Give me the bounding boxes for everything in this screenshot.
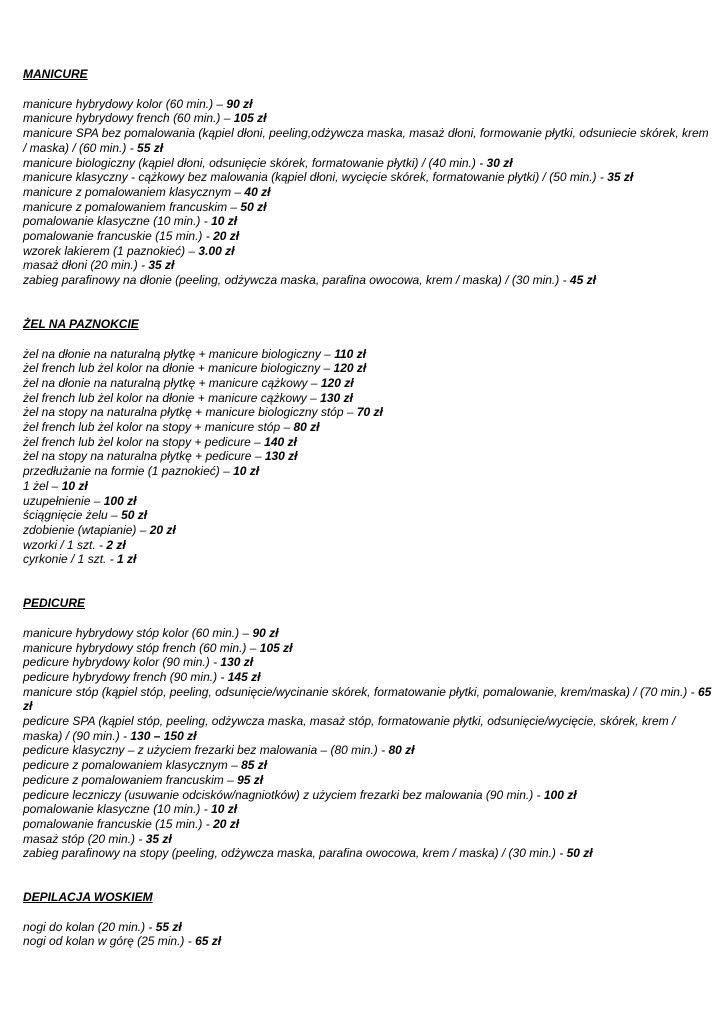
list-item: [23, 405, 713, 420]
item-price: 105 zł: [233, 111, 267, 126]
item-price: 40 zł: [244, 184, 271, 199]
item-description: masaż stóp (20 min.) -: [23, 831, 146, 846]
item-description: pedicure z pomalowaniem francuskim –: [23, 772, 238, 787]
item-price: 20 zł: [149, 522, 176, 537]
item-description: manicure hybrydowy stóp french (60 min.) –: [23, 640, 260, 655]
item-price: 1 zł: [117, 552, 137, 567]
list-item: [23, 479, 713, 494]
section-depilacja-woskiem: [23, 890, 713, 949]
item-description: pomalowanie francuskie (15 min.) -: [23, 816, 214, 831]
item-description: zabieg parafinowy na dłonie (peeling, odżywcza maska, parafina owocowa, krem / maska) / (30 min.) -: [23, 273, 570, 288]
item-description: pomalowanie klasyczne (10 min.) -: [23, 214, 212, 229]
list-item: [23, 934, 713, 949]
list-item: [23, 170, 713, 185]
item-price: 35 zł: [607, 170, 634, 185]
item-price: 3.00 zł: [198, 243, 235, 258]
item-description: manicure biologiczny (kąpiel dłoni, odsunięcie skórek, formatowanie płytki) / (40 min.) -: [23, 155, 487, 170]
item-price: 45 zł: [569, 273, 596, 288]
list-item: [23, 273, 713, 288]
item-price: 120 zł: [333, 361, 367, 376]
list-item: [23, 714, 713, 743]
list-item: [23, 229, 713, 244]
list-item: [23, 111, 713, 126]
item-description: manicure hybrydowy french (60 min.) –: [23, 111, 234, 126]
list-item: [23, 185, 713, 200]
item-description: manicure hybrydowy stóp kolor (60 min.) –: [23, 625, 253, 640]
item-price: 105 zł: [259, 640, 293, 655]
item-description: pedicure z pomalowaniem klasycznym –: [23, 758, 242, 773]
list-item: [23, 817, 713, 832]
item-price: 50 zł: [566, 846, 593, 861]
item-description: wzorek lakierem (1 paznokieć) –: [23, 243, 199, 258]
item-description: żel na dłonie na naturalną płytkę + manicure cążkowy –: [23, 375, 321, 390]
item-price: 65 zł: [23, 684, 712, 714]
item-description: pedicure klasyczny – z użyciem frezarki bez malowania – (80 min.) -: [23, 743, 389, 758]
list-item: [23, 641, 713, 656]
list-item: [23, 494, 713, 509]
item-description: nogi do kolan (20 min.) -: [23, 919, 156, 934]
item-description: pedicure SPA (kąpiel stóp, peeling, odżywcza maska, masaż stóp, formatowanie płytki, odsunięcie/wycięcie, skórek, krem / maska) / (90 min.) -: [23, 714, 676, 743]
item-price: 35 zł: [148, 258, 175, 273]
list-item: [23, 244, 713, 259]
item-description: pomalowanie klasyczne (10 min.) -: [23, 802, 212, 817]
item-price: 10 zł: [211, 802, 238, 817]
item-price: 130 – 150 zł: [130, 728, 197, 743]
item-price: 120 zł: [320, 375, 354, 390]
item-price: 70 zł: [356, 405, 383, 420]
list-item: [23, 258, 713, 273]
item-price: 130 zł: [220, 655, 254, 670]
list-item: [23, 758, 713, 773]
item-price: 100 zł: [103, 493, 137, 508]
item-price: 140 zł: [264, 434, 297, 449]
item-description: pedicure hybrydowy french (90 min.) -: [23, 669, 228, 684]
item-description: żel french lub żel kolor na stopy + manicure stóp –: [23, 420, 294, 435]
item-price: 55 zł: [137, 140, 164, 155]
list-item: [23, 200, 713, 215]
section-manicure: [23, 67, 713, 288]
list-item: [23, 626, 713, 641]
item-price: 35 zł: [145, 831, 172, 846]
list-item: [23, 376, 713, 391]
list-item: [23, 920, 713, 935]
item-price: 130 zł: [264, 449, 298, 464]
item-description: manicure SPA bez pomalowania (kąpiel dłoni, peeling,odżywcza maska, masaż dłoni, formowanie płytki, odsuniecie skórek, krem / maska) / (60 min.) -: [23, 126, 709, 155]
item-description: pedicure hybrydowy kolor (90 min.) -: [23, 655, 221, 670]
list-item: [23, 126, 713, 155]
section-heading: ŻEL NA PAZNOKCIE: [23, 316, 139, 331]
item-price: 90 zł: [226, 96, 253, 111]
list-item: [23, 743, 713, 758]
item-price: 10 zł: [211, 214, 238, 229]
item-description: manicure klasyczny - cążkowy bez malowania (kąpiel dłoni, wycięcie skórek, formatowanie płytki) / (50 min.) -: [23, 170, 608, 185]
item-description: masaż dłoni (20 min.) -: [23, 258, 149, 273]
list-item: [23, 420, 713, 435]
list-item: [23, 802, 713, 817]
section-zel-na-paznokcie: [23, 317, 713, 567]
item-description: żel na dłonie na naturalną płytkę + manicure biologiczny –: [23, 346, 335, 361]
item-price: 85 zł: [241, 758, 268, 773]
item-price: 90 zł: [252, 625, 279, 640]
list-item: [23, 464, 713, 479]
list-item: [23, 347, 713, 362]
item-price: 65 zł: [195, 934, 222, 949]
section-pedicure: [23, 596, 713, 861]
price-list-document: [23, 67, 713, 949]
list-item: [23, 832, 713, 847]
list-item: [23, 538, 713, 553]
item-price: 80 zł: [388, 743, 415, 758]
item-description: manicure stóp (kąpiel stóp, peeling, odsunięcie/wycinanie skórek, formatowanie płytki, pomalowanie, krem/maska) / (70 min.) -: [23, 684, 698, 699]
item-description: zdobienie (wtapianie) –: [23, 522, 150, 537]
item-price: 110 zł: [334, 346, 367, 361]
item-description: żel french lub żel kolor na stopy + pedicure –: [23, 434, 265, 449]
item-description: manicure z pomalowaniem francuskim –: [23, 199, 241, 214]
list-item: [23, 655, 713, 670]
item-price: 130 zł: [320, 390, 353, 405]
item-description: przedłużanie na formie (1 paznokieć) –: [23, 464, 234, 479]
list-item: [23, 508, 713, 523]
item-description: ściągnięcie żelu –: [23, 508, 122, 523]
list-item: [23, 449, 713, 464]
item-price: 80 zł: [293, 420, 320, 435]
item-description: żel na stopy na naturalna płytkę + pedicure –: [23, 449, 265, 464]
item-description: nogi od kolan w górę (25 min.) -: [23, 934, 196, 949]
list-item: [23, 214, 713, 229]
list-item: [23, 846, 713, 861]
section-heading: MANICURE: [23, 67, 88, 81]
list-item: [23, 523, 713, 538]
list-item: [23, 391, 713, 406]
section-heading: DEPILACJA WOSKIEM: [23, 890, 153, 905]
item-description: manicure hybrydowy kolor (60 min.) –: [23, 96, 227, 111]
list-item: [23, 685, 713, 714]
item-price: 20 zł: [213, 816, 240, 831]
list-item: [23, 97, 713, 112]
list-item: [23, 788, 713, 803]
item-description: żel french lub żel kolor na dłonie + manicure cążkowy –: [23, 390, 321, 405]
item-price: 10 zł: [233, 464, 260, 479]
list-item: [23, 156, 713, 171]
item-description: wzorki / 1 szt. -: [23, 537, 107, 552]
item-description: 1 żel –: [23, 478, 62, 493]
section-heading: PEDICURE: [23, 596, 86, 611]
item-description: zabieg parafinowy na stopy (peeling, odżywcza maska, parafina owocowa, krem / maska) / (30 min.) -: [23, 846, 567, 861]
item-price: 100 zł: [543, 787, 577, 802]
item-description: pedicure leczniczy (usuwanie odcisków/nagniotków) z użyciem frezarki bez malowania (90 min.) -: [23, 787, 544, 802]
list-item: [23, 361, 713, 376]
item-description: manicure z pomalowaniem klasycznym –: [23, 184, 245, 199]
item-price: 95 zł: [237, 772, 264, 787]
list-item: [23, 773, 713, 788]
list-item: [23, 670, 713, 685]
item-description: żel french lub żel kolor na dłonie + manicure biologiczny –: [23, 361, 334, 376]
item-price: 50 zł: [240, 199, 267, 214]
item-price: 10 zł: [61, 478, 88, 493]
item-price: 145 zł: [227, 669, 261, 684]
item-price: 50 zł: [121, 508, 148, 523]
item-price: 30 zł: [486, 155, 513, 170]
item-description: pomalowanie francuskie (15 min.) -: [23, 229, 214, 244]
list-item: [23, 552, 713, 567]
item-price: 55 zł: [155, 919, 182, 934]
item-description: żel na stopy na naturalna płytkę + manicure biologiczny stóp –: [23, 405, 357, 420]
item-description: cyrkonie / 1 szt. -: [23, 552, 118, 567]
item-description: uzupełnienie –: [23, 493, 104, 508]
list-item: [23, 435, 713, 450]
item-price: 2 zł: [106, 537, 126, 552]
item-price: 20 zł: [213, 229, 240, 244]
